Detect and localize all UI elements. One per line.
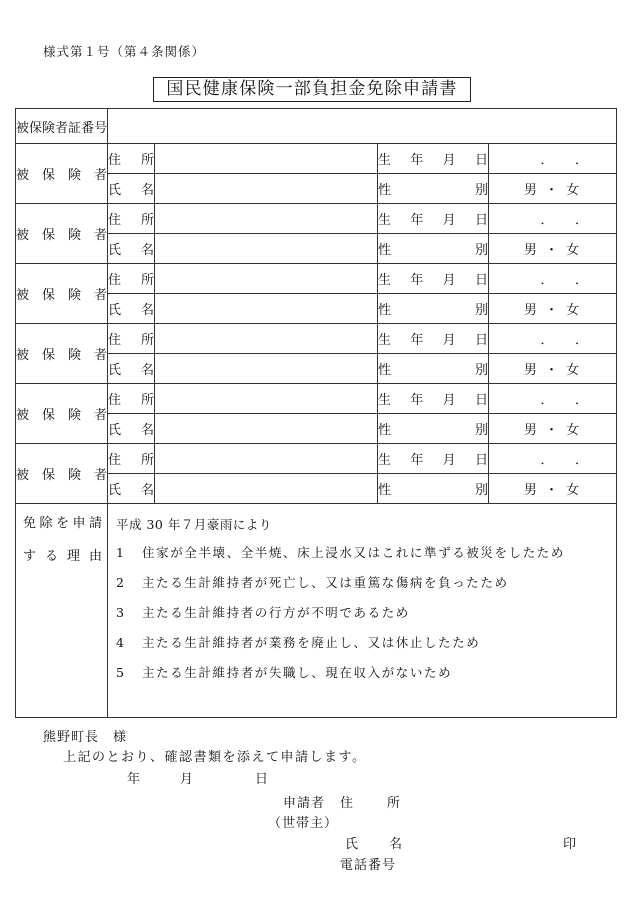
sex-label-char: 性 [378, 183, 392, 198]
address-label-char: 所 [140, 453, 154, 468]
dob-label-char: 月 [442, 273, 456, 288]
name-label [108, 294, 155, 324]
name-label-char: 氏 [108, 183, 122, 198]
dob-label [378, 384, 489, 414]
cert-number-label-char: 被 [16, 120, 30, 136]
cert-number-label-char: 険 [42, 120, 56, 136]
dob-label [378, 204, 489, 234]
sex-field[interactable]: 男 ・ 女 [489, 234, 617, 264]
address-field[interactable] [155, 444, 378, 474]
address-field[interactable] [155, 144, 378, 174]
insured-person-label-char: 険 [67, 348, 81, 363]
sex-label [378, 234, 489, 264]
name-label-char: 名 [140, 423, 154, 438]
dob-label-char: 生 [378, 393, 392, 408]
dob-label-char: 年 [410, 273, 424, 288]
insured-person-label-char: 被 [16, 348, 30, 363]
cert-number-label-char: 番 [81, 120, 95, 136]
sex-field[interactable]: 男 ・ 女 [489, 474, 617, 504]
applicant-label: 申請者 [283, 796, 326, 811]
name-label-char: 名 [140, 303, 154, 318]
sex-field[interactable]: 男 ・ 女 [489, 414, 617, 444]
address-label [108, 264, 155, 294]
insured-person-label [16, 204, 108, 264]
address-label-char: 住 [108, 333, 122, 348]
reason-label-line1-char: 除 [39, 516, 53, 531]
name-label-char: 名 [140, 363, 154, 378]
name-label-char: 名 [140, 183, 154, 198]
dob-label-char: 年 [410, 213, 424, 228]
name-label-char: 名 [140, 243, 154, 258]
dob-field[interactable]: ．． [489, 444, 617, 474]
applicant-name-label-2: 名 [389, 837, 403, 852]
reason-label [16, 504, 108, 718]
insured-person-label-char: 被 [16, 408, 30, 423]
reason-label-line1-char: 免 [23, 516, 37, 531]
name-field[interactable] [155, 414, 378, 444]
reason-text: 主たる生計維持者が失職し、現在収入がないため [142, 665, 453, 680]
sex-label-char: 性 [378, 483, 392, 498]
insured-person-label-char: 者 [93, 468, 107, 483]
sex-label-char: 性 [378, 303, 392, 318]
insured-address-row [16, 384, 617, 414]
reason-label-line2-char: 由 [88, 549, 102, 564]
address-label-char: 所 [140, 153, 154, 168]
reason-intro: 平成 30 年７月豪雨により [116, 517, 272, 532]
dob-label-char: 年 [410, 393, 424, 408]
document-title: 国民健康保険一部負担金免除申請書 [153, 77, 471, 102]
reason-number: 4 [116, 635, 126, 650]
name-label-char: 氏 [108, 483, 122, 498]
insured-person-label-char: 者 [93, 168, 107, 183]
dob-label [378, 324, 489, 354]
dob-label-char: 月 [442, 393, 456, 408]
insured-person-label-char: 険 [67, 288, 81, 303]
insured-person-label-char: 者 [93, 348, 107, 363]
insured-person-label [16, 144, 108, 204]
reason-option[interactable] [116, 544, 612, 561]
sex-field[interactable]: 男 ・ 女 [489, 354, 617, 384]
address-field[interactable] [155, 204, 378, 234]
phone-label: 電話番号 [340, 858, 397, 873]
insured-person-label-char: 保 [41, 288, 55, 303]
dob-field[interactable]: ．． [489, 384, 617, 414]
address-field[interactable] [155, 384, 378, 414]
insured-person-label-char: 保 [41, 408, 55, 423]
dob-label [378, 264, 489, 294]
name-label-char: 氏 [108, 303, 122, 318]
reason-text: 主たる生計維持者が死亡し、又は重篤な傷病を負ったため [142, 575, 509, 590]
applicant-address-label-2: 所 [387, 796, 401, 811]
reason-content [108, 504, 617, 718]
sex-label-char: 性 [378, 423, 392, 438]
sex-label-char: 別 [474, 363, 488, 378]
insured-person-label-char: 者 [93, 228, 107, 243]
sex-label [378, 414, 489, 444]
dob-label-char: 年 [410, 453, 424, 468]
cert-number-field[interactable] [108, 109, 617, 144]
name-field[interactable] [155, 474, 378, 504]
dob-label-char: 日 [474, 333, 488, 348]
address-label [108, 384, 155, 414]
insured-person-label-char: 険 [67, 408, 81, 423]
address-label-char: 所 [140, 273, 154, 288]
dob-label-char: 生 [378, 453, 392, 468]
address-label [108, 444, 155, 474]
reason-number: 5 [116, 665, 126, 680]
name-label [108, 354, 155, 384]
cert-number-label [16, 109, 108, 144]
insured-person-label-char: 険 [67, 228, 81, 243]
name-label [108, 234, 155, 264]
addressee: 熊野町長 様 [43, 730, 128, 745]
sex-label-char: 別 [474, 423, 488, 438]
name-label-char: 名 [140, 483, 154, 498]
name-label [108, 414, 155, 444]
address-label-char: 所 [140, 213, 154, 228]
dob-label-char: 月 [442, 153, 456, 168]
dob-label-char: 日 [474, 153, 488, 168]
sex-label-char: 別 [474, 483, 488, 498]
applicant-name-label-1: 氏 [345, 837, 359, 852]
reason-option[interactable] [116, 604, 612, 621]
dob-label-char: 日 [474, 393, 488, 408]
reason-text: 主たる生計維持者が業務を廃止し、又は休止したため [142, 635, 481, 650]
dob-label-char: 生 [378, 273, 392, 288]
dob-label-char: 日 [474, 213, 488, 228]
reason-text: 住家が全半壊、全半焼、床上浸水又はこれに準ずる被災をしたため [142, 545, 566, 560]
dob-label-char: 生 [378, 213, 392, 228]
address-label-char: 住 [108, 453, 122, 468]
dob-label [378, 144, 489, 174]
insured-person-label-char: 保 [41, 468, 55, 483]
insured-person-label-char: 保 [41, 228, 55, 243]
address-label-char: 住 [108, 213, 122, 228]
insured-address-row [16, 144, 617, 174]
insured-person-label-char: 者 [93, 408, 107, 423]
name-label-char: 氏 [108, 423, 122, 438]
name-label-char: 氏 [108, 243, 122, 258]
sex-label [378, 354, 489, 384]
reason-label-line1-char: 申 [72, 516, 86, 531]
sex-label-char: 性 [378, 363, 392, 378]
sex-label [378, 474, 489, 504]
insured-person-label-char: 被 [16, 228, 30, 243]
dob-field[interactable]: ．． [489, 144, 617, 174]
dob-label-char: 日 [474, 273, 488, 288]
reason-label-line1-char: を [55, 516, 69, 531]
reason-number: 2 [116, 575, 126, 590]
reason-option[interactable] [116, 574, 612, 591]
reason-number: 1 [116, 545, 126, 560]
address-field[interactable] [155, 264, 378, 294]
form-number: 様式第１号（第４条関係） [43, 44, 206, 59]
dob-label [378, 444, 489, 474]
application-table [15, 108, 617, 718]
name-label [108, 174, 155, 204]
reason-row [16, 504, 617, 718]
cert-number-label-char: 証 [68, 120, 82, 136]
name-field[interactable] [155, 234, 378, 264]
seal-mark: 印 [563, 837, 577, 852]
sex-field[interactable]: 男 ・ 女 [489, 294, 617, 324]
address-label-char: 所 [140, 393, 154, 408]
insured-person-label-char: 保 [41, 348, 55, 363]
cert-number-row [16, 109, 617, 144]
dob-field[interactable]: ．． [489, 204, 617, 234]
address-label-char: 住 [108, 273, 122, 288]
dob-label-char: 生 [378, 333, 392, 348]
reason-label-line2-char: す [23, 549, 37, 564]
insured-address-row [16, 444, 617, 474]
insured-person-label-char: 険 [67, 168, 81, 183]
name-label [108, 474, 155, 504]
name-field[interactable] [155, 294, 378, 324]
insured-person-label-char: 険 [67, 468, 81, 483]
insured-person-label-char: 被 [16, 468, 30, 483]
cert-number-label-char: 号 [94, 120, 108, 136]
sex-label-char: 別 [474, 183, 488, 198]
address-label-char: 住 [108, 153, 122, 168]
sex-label [378, 294, 489, 324]
insured-person-label [16, 264, 108, 324]
name-field[interactable] [155, 354, 378, 384]
insured-address-row [16, 264, 617, 294]
address-label [108, 204, 155, 234]
insured-person-label-char: 保 [41, 168, 55, 183]
sex-label [378, 174, 489, 204]
insured-address-row [16, 324, 617, 354]
dob-field[interactable]: ．． [489, 264, 617, 294]
dob-label-char: 月 [442, 333, 456, 348]
dob-label-char: 月 [442, 453, 456, 468]
insured-person-label [16, 324, 108, 384]
insured-person-label [16, 384, 108, 444]
reason-option[interactable] [116, 634, 612, 651]
household-head-label: （世帯主） [268, 816, 339, 831]
insured-person-label-char: 被 [16, 168, 30, 183]
dob-field[interactable]: ．． [489, 324, 617, 354]
cert-number-label-char: 保 [29, 120, 43, 136]
reason-label-line1-char: 請 [88, 516, 102, 531]
reason-text: 主たる生計維持者の行方が不明であるため [142, 605, 410, 620]
address-label [108, 144, 155, 174]
dob-label-char: 年 [410, 153, 424, 168]
address-label [108, 324, 155, 354]
applicant-address-label-1: 住 [340, 796, 354, 811]
sex-label-char: 性 [378, 243, 392, 258]
dob-label-char: 生 [378, 153, 392, 168]
dob-label-char: 月 [442, 213, 456, 228]
reason-label-line2-char: 理 [66, 549, 80, 564]
statement: 上記のとおり、確認書類を添えて申請します。 [63, 750, 367, 765]
name-label-char: 氏 [108, 363, 122, 378]
date-day: 日 [255, 772, 269, 787]
name-field[interactable] [155, 174, 378, 204]
date-month: 月 [180, 772, 194, 787]
address-field[interactable] [155, 324, 378, 354]
insured-person-label-char: 者 [93, 288, 107, 303]
sex-label-char: 別 [474, 303, 488, 318]
dob-label-char: 年 [410, 333, 424, 348]
address-label-char: 住 [108, 393, 122, 408]
reason-number: 3 [116, 605, 126, 620]
insured-address-row [16, 204, 617, 234]
reason-option[interactable] [116, 664, 612, 681]
reason-label-line2-char: る [44, 549, 58, 564]
dob-label-char: 日 [474, 453, 488, 468]
address-label-char: 所 [140, 333, 154, 348]
date-year: 年 [127, 772, 141, 787]
sex-field[interactable]: 男 ・ 女 [489, 174, 617, 204]
insured-person-label-char: 被 [16, 288, 30, 303]
cert-number-label-char: 者 [55, 120, 69, 136]
sex-label-char: 別 [474, 243, 488, 258]
insured-person-label [16, 444, 108, 504]
